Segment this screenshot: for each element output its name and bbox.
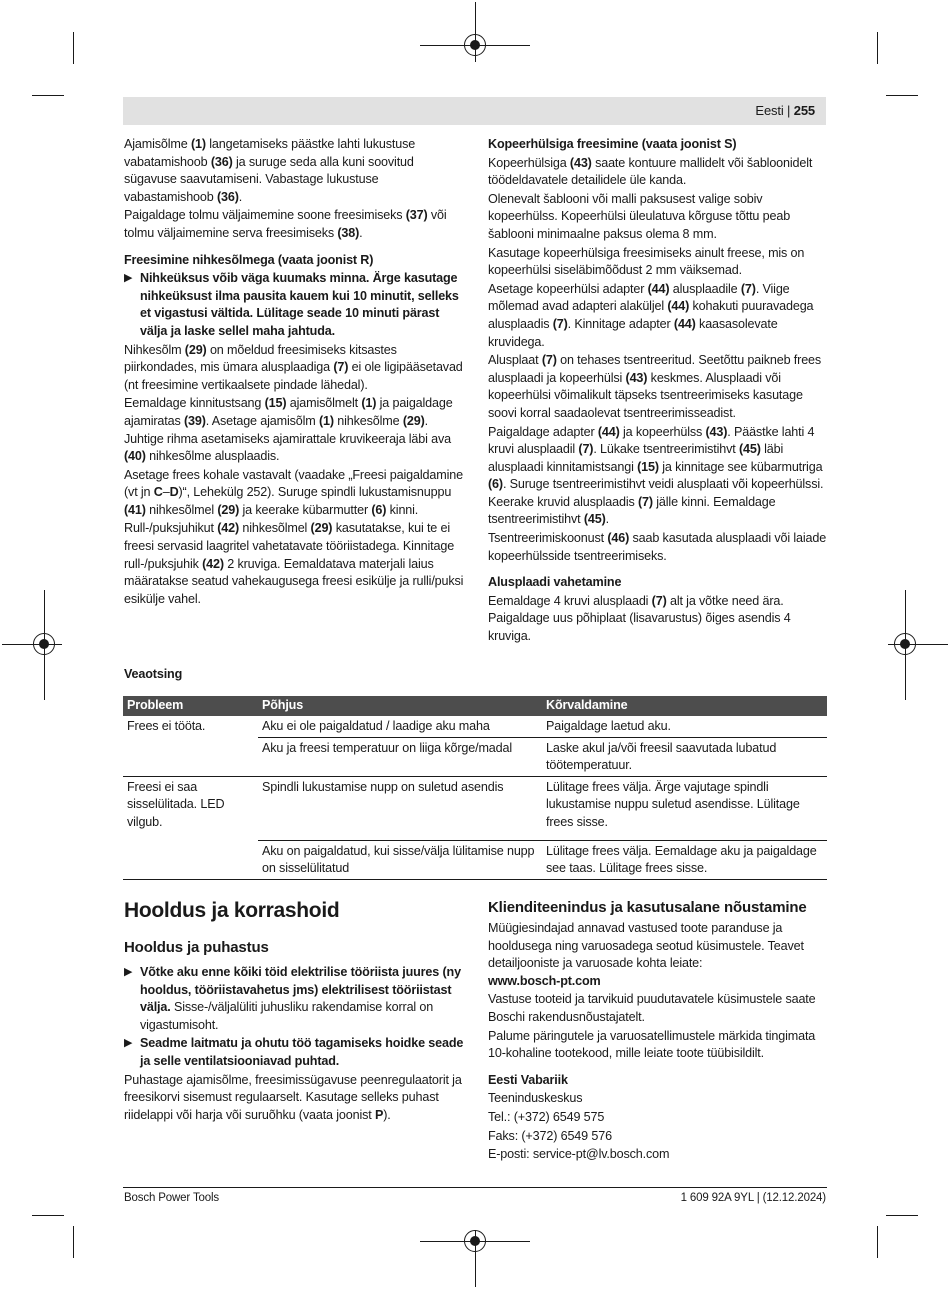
service-fax: Faks: (+372) 6549 576	[488, 1128, 612, 1143]
reference-number: (44)	[673, 316, 696, 331]
table-header-problem: Probleem	[123, 696, 258, 716]
reference-number: (37)	[405, 208, 428, 223]
crop-mark	[73, 32, 74, 64]
page-number: 255	[793, 103, 815, 118]
registration-mark-icon	[33, 633, 55, 655]
paragraph: Paigaldage adapter (44) ja kopeerhülss (43). Päästke lahti 4 kruvi alusplaadil (7). Lükake tsentreerimistihvt (45) läbi alusplaadi kinnitamistsangi (15) ja kinnitage see kübarmutriga (6). Suruge tsentreerimistihvt veidi alusplaati või kopeerhülssi. Keerake kruvid alusplaadis (7) jälle kinni. Eemaldage tsentreerimistihvt (45).	[488, 424, 824, 527]
reference-number: (38)	[337, 225, 360, 240]
table-header-remedy: Kõrvaldamine	[542, 696, 827, 716]
reference-number: (7)	[552, 316, 568, 331]
reference-number: (36)	[210, 154, 233, 169]
section-heading: Freesimine nihkesõlmega (vaata joonist R)	[124, 252, 374, 267]
paragraph: Rull-/puksjuhikut (42) nihkesõlmel (29) kasutatakse, kui te ei freesi servasid laagritel vahetatavate tööriistadega. Kinnitage rull-/puksjuhik (42) 2 kruviga. Eemaldatava materjali laius määratakse seatud vahekaugusega freesi esikülje ja rulli/puksi esikülje vahel.	[124, 521, 464, 606]
service-center: Teeninduskeskus	[488, 1091, 583, 1106]
paragraph: Kasutage kopeerhülsiga freesimiseks ainult freese, mis on kopeerhülsi siseläbimõõdust 2 mm väiksemad.	[488, 245, 805, 278]
paragraph: Olenevalt šablooni või malli paksusest valige sobiv kopeerhülss. Kopeerhülsi üleulatuva kõrguse tõttu peab šablooni minimaalne paksus olema 8 mm.	[488, 191, 791, 241]
reference-number: (29)	[217, 502, 240, 517]
arrow-bullet-icon: ▶	[124, 272, 133, 285]
reference-number: (1)	[318, 413, 334, 428]
paragraph: Müügiesindajad annavad vastused toote paranduse ja hooldusega ning varuosadega seotud küsimustele. Teavet detailjooniste ja varuosade kohta leiate:	[488, 921, 804, 971]
maintenance-section	[124, 898, 469, 1125]
reference-number: (1)	[361, 396, 377, 411]
service-section	[488, 898, 833, 1165]
maintenance-title: Hooldus ja korrashoid	[124, 899, 340, 922]
paragraph: Ajamisõlme (1) langetamiseks päästke lahti lukustuse vabatamishoob (36) ja suruge seda alla kuni soovitud sügavuse saavutamiseni. Vabastage lukustuse vabastamishoob (36).	[124, 137, 416, 204]
paragraph: Asetage frees kohale vastavalt (vaadake „Freesi paigaldamine (vt jn C–D)“, Lehekülg 252). Suruge spindli lukustamisnuppu (41) nihkesõlmel (29) ja keerake kübarmutter (6) kinni.	[124, 467, 463, 517]
header-separator: |	[787, 103, 791, 118]
reference-number: (44)	[667, 299, 690, 314]
service-tel: Tel.: (+372) 6549 575	[488, 1109, 605, 1124]
reference-number: (7)	[651, 593, 667, 608]
reference-number: (6)	[371, 502, 387, 517]
paragraph: Alusplaat (7) on tehases tsentreeritud. Seetõttu paikneb frees alusplaadi ja kopeerhülsi (43) keskmes. Alusplaadi või kopeerhülsi võimalikult täpseks tsentreerimiseks kasutage soovi korral saadaolevat tsentreerimisseadist.	[488, 353, 822, 420]
reference-number: (36)	[216, 189, 239, 204]
cell-remedy: Paigaldage laetud aku.	[542, 716, 827, 737]
cell-remedy: Lülitage frees välja. Eemaldage aku ja paigaldage see taas. Lülitage frees sisse.	[542, 840, 827, 879]
troubleshooting-table	[123, 696, 827, 880]
crop-mark	[32, 1215, 64, 1216]
table-header-row	[123, 696, 827, 716]
right-column	[488, 136, 833, 647]
footer-code: 1 609 92A 9YL | (12.12.2024)	[680, 1192, 826, 1204]
reference-number: (46)	[607, 531, 630, 546]
service-email: E-posti: service-pt@lv.bosch.com	[488, 1147, 670, 1162]
warning-item	[124, 270, 469, 340]
warning-item	[124, 964, 469, 1034]
left-column	[124, 136, 469, 609]
cell-problem	[123, 840, 258, 879]
paragraph: Palume päringutele ja varuosatellimustele märkida tingimata 10-kohaline tootekood, mille leiate toote tüübisildilt.	[488, 1028, 816, 1061]
footer-rule	[123, 1187, 827, 1188]
crop-mark	[32, 95, 64, 96]
reference-number: (42)	[217, 521, 239, 536]
cell-problem: Frees ei tööta.	[127, 719, 206, 733]
header-language: Eesti	[755, 103, 784, 118]
reference-number: (39)	[183, 413, 206, 428]
arrow-bullet-icon: ▶	[124, 1037, 133, 1050]
table-row	[123, 716, 827, 737]
reference-number: (42)	[202, 556, 224, 571]
paragraph: Kopeerhülsiga (43) saate kontuure mallidelt või šabloonidelt töödeldavatele detailidele üle kanda.	[488, 155, 813, 188]
reference-number: (29)	[402, 413, 425, 428]
cell-problem: Freesi ei saa sisselülitada. LED vilgub.	[127, 779, 225, 829]
reference-number: (44)	[647, 281, 670, 296]
crop-mark	[73, 1226, 74, 1258]
reference-number: (7)	[637, 494, 653, 509]
registration-mark-icon	[464, 34, 486, 56]
service-country: Eesti Vabariik	[488, 1072, 568, 1087]
page-header	[755, 102, 815, 119]
reference-number: (1)	[190, 137, 206, 151]
paragraph: Tsentreerimiskoonust (46) saab kasutada alusplaadi või laiade kopeerhülsside tsentreerimiseks.	[488, 531, 827, 563]
reference-number: (29)	[184, 342, 207, 357]
maintenance-subtitle: Hooldus ja puhastus	[124, 939, 269, 956]
reference-number: (7)	[333, 360, 349, 375]
reference-number: C	[153, 485, 163, 500]
cell-cause: Aku ja freesi temperatuur on liiga kõrge/madal	[258, 737, 542, 776]
warning-text: Nihkeüksus võib väga kuumaks minna. Ärge kasutage nihkeüksust ilma pausita kauem kui 10 minutit, selleks et vigastusi vältida. Lülitage seade 10 minuti pärast välja ja laske sellel maha jahtuda.	[140, 271, 459, 338]
reference-number: (45)	[738, 442, 761, 457]
registration-mark-icon	[464, 1230, 486, 1252]
reference-number: (41)	[124, 502, 146, 517]
service-title: Klienditeenindus ja kasutusalane nõustamine	[488, 899, 807, 916]
reference-number: (43)	[569, 155, 592, 170]
paragraph: Eemaldage 4 kruvi alusplaadi (7) alt ja võtke need ära. Paigaldage uus põhiplaat (lisavarustus) õiges asendis 4 kruviga.	[488, 593, 791, 644]
reference-number: (43)	[705, 424, 728, 439]
footer-brand: Bosch Power Tools	[124, 1192, 220, 1204]
cell-cause: Spindli lukustamise nupp on suletud asendis	[258, 776, 542, 840]
reference-number: (7)	[578, 442, 594, 457]
reference-number: (45)	[583, 512, 606, 527]
service-url[interactable]: www.bosch-pt.com	[488, 973, 601, 988]
warning-text: Võtke aku enne kõiki töid elektrilise tööriista juures (ny hooldus, tööriistavahetus jms) elektrilisest tööriistast välja.	[140, 965, 461, 1015]
reference-number: (7)	[740, 281, 756, 296]
table-row	[123, 737, 827, 776]
paragraph: Nihkesõlm (29) on mõeldud freesimiseks kitsastes piirkondades, mis ümara alusplaadiga (7) ei ole ligipääsetavad (nt freesimine vertikaalsete pindade lähedal).	[124, 342, 463, 392]
section-heading: Kopeerhülsiga freesimine (vaata joonist S)	[488, 137, 737, 151]
warning-text: Seadme laitmatu ja ohutu töö tagamiseks hoidke seade ja selle ventilatsiooniavad puhtad.	[140, 1036, 464, 1068]
table-row	[123, 776, 827, 840]
table-row	[123, 840, 827, 879]
crop-mark	[877, 32, 878, 64]
paragraph: Eemaldage kinnitustsang (15) ajamisõlmelt (1) ja paigaldage ajamiratas (39). Asetage ajamisõlm (1) nihkesõlme (29). Juhtige rihma asetamiseks ajamirattale kruvikeeraja läbi ava (40) nihkesõlme alusplaadis.	[124, 396, 453, 464]
reference-number: (7)	[541, 353, 557, 368]
warning-note: Sisse-/väljalüliti juhusliku rakendamise korral on vigastumisoht.	[140, 1000, 434, 1032]
crop-mark	[886, 95, 918, 96]
section-heading: Alusplaadi vahetamine	[488, 575, 622, 590]
reference-number: (44)	[597, 424, 620, 439]
reference-number: (40)	[124, 449, 146, 464]
cell-cause: Aku on paigaldatud, kui sisse/välja lülitamise nupp on sisselülitatud	[258, 840, 542, 879]
troubleshooting-title: Veaotsing	[124, 667, 183, 681]
paragraph: Asetage kopeerhülsi adapter (44) alusplaadile (7). Viige mõlemad avad adapteri alaküljel (44) kohakuti puuravadega alusplaadis (7). Kinnitage adapter (44) kaasasolevate kruvidega.	[488, 281, 814, 349]
reference-number: P	[374, 1107, 384, 1122]
reference-number: D	[169, 485, 179, 500]
paragraph: Vastuse tooteid ja tarvikuid puudutavatele küsimustele saate Boschi rakendusnõustajatelt.	[488, 992, 816, 1024]
reference-number: (6)	[488, 477, 503, 492]
warning-item	[124, 1035, 469, 1070]
table-header-cause: Põhjus	[258, 696, 542, 716]
reference-number: (29)	[310, 521, 333, 536]
registration-mark-icon	[894, 633, 916, 655]
page-header-bar	[123, 97, 826, 125]
arrow-bullet-icon: ▶	[124, 966, 133, 978]
paragraph: Puhastage ajamisõlme, freesimissügavuse peenregulaatorit ja freesikorvi sisemust regulaarselt. Kasutage selleks puhast riidelappi või harja või suruõhku (vaata joonist P).	[124, 1072, 462, 1122]
cell-remedy: Laske akul ja/või freesil saavutada lubatud töötemperatuur.	[542, 737, 827, 776]
cell-problem	[123, 737, 258, 776]
cell-cause: Aku ei ole paigaldatud / laadige aku maha	[258, 716, 542, 737]
crop-mark	[886, 1215, 918, 1216]
reference-number: (15)	[264, 396, 287, 411]
paragraph: Paigaldage tolmu väljaimemine soone freesimiseks (37) või tolmu väljaimemine serva freesimiseks (38).	[124, 208, 447, 240]
reference-number: (15)	[637, 459, 659, 474]
cell-remedy: Lülitage frees välja. Ärge vajutage spindli lukustamise nuppu suletud asendisse. Lülitage frees sisse.	[542, 776, 827, 840]
crop-mark	[877, 1226, 878, 1258]
reference-number: (43)	[625, 370, 648, 385]
